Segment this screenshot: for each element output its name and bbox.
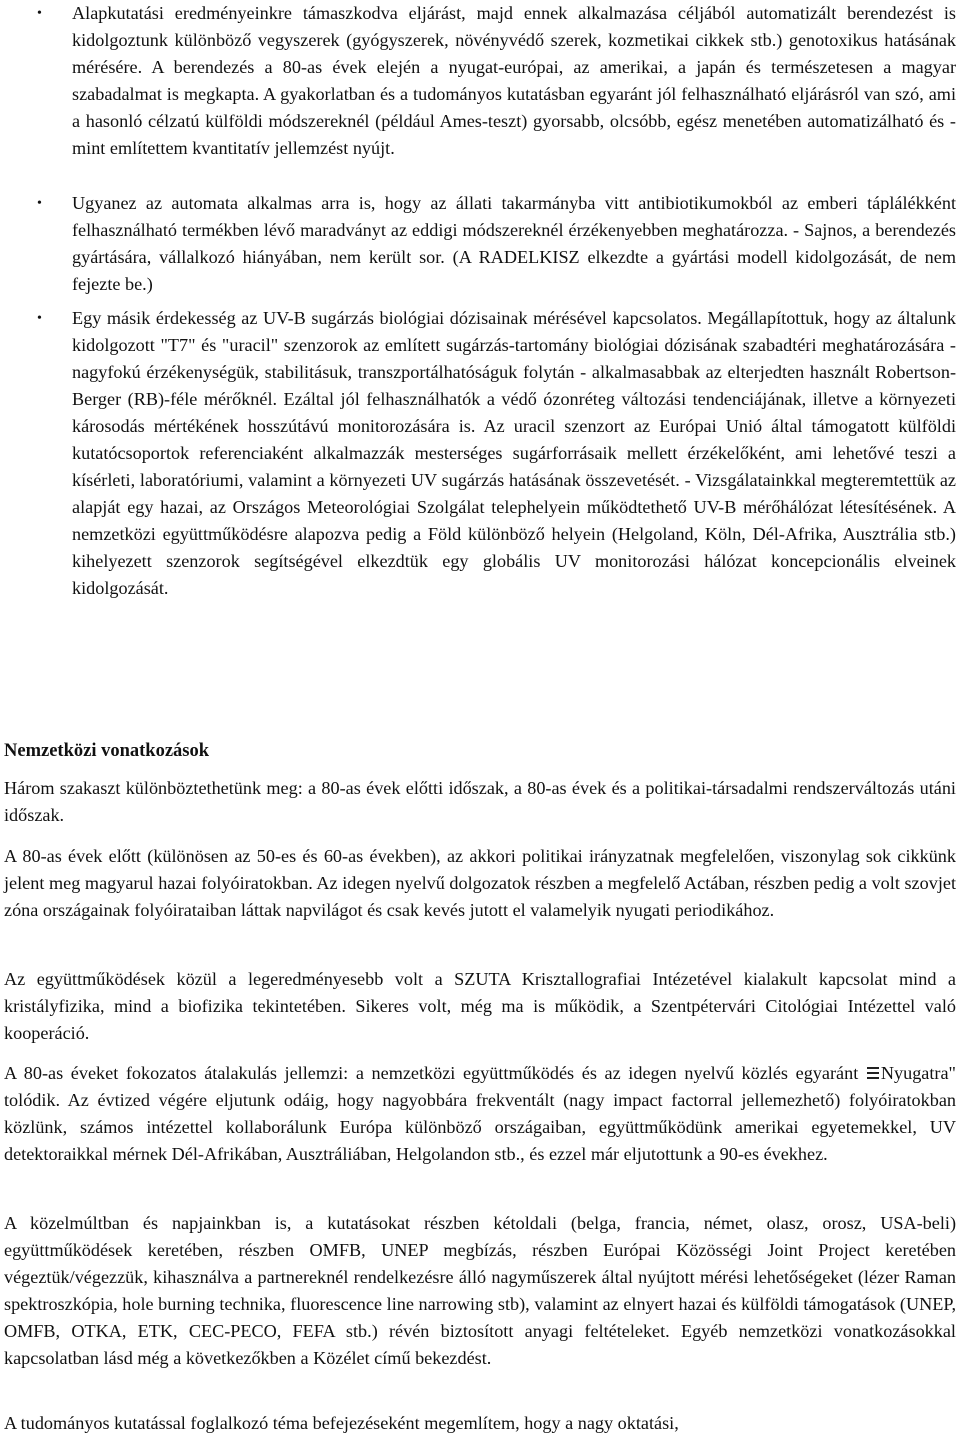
list-item (0, 190, 960, 298)
bullet-icon: • (37, 196, 42, 211)
bullet-icon: • (37, 311, 42, 326)
paragraph: A tudományos kutatással foglalkozó téma befejezéseként megemlítem, hogy a nagy oktatási, (4, 1413, 679, 1433)
paragraph-text: A 80-as éveket fokozatos átalakulás jellemzi: a nemzetközi együttműködés és az idegen nyelvű közlés egyaránt (4, 1063, 866, 1083)
paragraph: Három szakaszt különböztethetünk meg: a 80-as évek előtti időszak, a 80-as évek és a politikai-társadalmi rendszerváltozás utáni időszak. (4, 778, 956, 825)
paragraph: Az együttműködések közül a legeredményesebb volt a SZUTA Krisztallografiai Intézetével kialakult kapcsolat mind a kristályfizika, mind a biofizika tekintetében. Sikeres volt, még ma is működik, a Szentpétervári Citológiai Intézettel való kooperáció. (4, 969, 956, 1043)
bullet-text: Egy másik érdekesség az UV-B sugárzás biológiai dózisainak mérésével kapcsolatos. Megállapítottuk, hogy az általunk kidolgozott "T7" és "uracil" szenzorok az említett sugárzás-tartomány biológiai dózisának szabadtéri meghatározására - nagyfokú érzékenységük, stabilitásuk, transzportálhatóságuk folytán - alkalmasabbak az elterjedten használt Robertson-Berger (RB)-féle mérőknél. Ezáltal jól felhasználhatók a védő ózonréteg változási tendenciájának, illetve a környezeti károsodás mértékének hosszútávú monitorozására is. Az uracil szenzort az Európai Unió által támogatott külföldi kutatócsoportok referenciaként alkalmazzák mesterséges sugárforrásaik mellett érzékelőként, ami lehetővé teszi a kísérleti, laboratóriumi, valamint a környezeti UV sugárzás hatásának összevetését. - Vizsgálatainkkal megteremtettük az alapját egy hazai, az Országos Meteorológiai Szolgálat telephelyein működtethető UV-B mérőhálózat létesítésének. A nemzetközi együttműködésre alapozva pedig a Föld különböző helyein (Helgoland, Köln, Dél-Afrika, Ausztrália stb.) kihelyezett szenzorok segítségével elkezdtük egy globális UV monitorozási hálózat koncepcionális elveinek kidolgozását. (72, 308, 956, 598)
paragraph (4, 1060, 956, 1168)
bullet-text: Ugyanez az automata alkalmas arra is, hogy az állati takarmányba vitt antibiotikumokból az emberi táplálékként felhasználható termékben lévő maradványt az eddigi módszereknél érzékenyebben meghatározza. - Sajnos, a berendezés gyártására, vállalkozó hiányában, nem került sor. (A RADELKISZ elkezdte a gyártási modell kidolgozását, de nem fejezte be.) (72, 193, 956, 294)
section-heading: Nemzetközi vonatkozások (4, 741, 210, 761)
paragraph-text: Nyugatra" tolódik. Az évtized végére eljutunk odáig, hogy nagyobbára frekventált (nagy impact factorral jellemezhető) folyóiratokban közlünk, számos intézettel kollaborálunk Európa különböző országaiban, együttműködünk amerikai egyetemekkel, UV detektoraikkal mérnek Dél-Afrikában, Ausztráliában, Helgolandon stb., és ezzel már eljutottunk a 90-es évekhez. (4, 1063, 956, 1164)
list-item (0, 0, 960, 162)
bullet-icon: • (37, 6, 42, 21)
paragraph: A közelmúltban és napjainkban is, a kutatásokat részben kétoldali (belga, francia, német, olasz, orosz, USA-beli) együttműködések keretében, részben OMFB, UNEP megbízás, részben Európai Közösségi Joint Project keretében végeztük/végezzük, kihasználva a partnereknél rendelkezésre álló nagyműszerek által nyújtott mérési lehetőségeket (lézer Raman spektroszkópia, hole burning technika, fluorescence line narrowing stb), valamint az elnyert hazai és külföldi támogatások (UNEP, OMFB, OTKA, ETK, CEC-PECO, FEFA stb.) révén biztosított anyagi feltételeket. Egyéb nemzetközi vonatkozásokkal kapcsolatban lásd még a következőkben a Közélet című bekezdést. (4, 1213, 956, 1368)
list-icon (866, 1066, 880, 1080)
paragraph: A 80-as évek előtt (különösen az 50-es és 60-as években), az akkori politikai irányzatnak megfelelően, viszonylag sok cikkünk jelent meg magyarul hazai folyóiratokban. Az idegen nyelvű dolgozatok részben a megfelelő Actában, részben pedig a volt szovjet zóna országainak folyóirataiban láttak napvilágot és csak kevés jutott el valamelyik nyugati periodikához. (4, 846, 956, 920)
bullet-text: Alapkutatási eredményeinkre támaszkodva eljárást, majd ennek alkalmazása céljából automatizált berendezést is kidolgoztunk különböző vegyszerek (gyógyszerek, növényvédő szerek, kozmetikai cikkek stb.) genotoxikus hatásának mérésére. A berendezés a 80-as évek elején a nyugat-európai, az amerikai, a japán és természetesen a magyar szabadalmat is megkapta. A gyakorlatban és a tudományos kutatásban egyaránt jól felhasználható eljárásról van szó, ami a hasonló célzatú külföldi módszereknél (például Ames-teszt) gyorsabb, olcsóbb, egész menetében automatizálható és - mint említettem kvantitatív jellemzést nyújt. (72, 3, 956, 158)
list-item (0, 305, 960, 602)
